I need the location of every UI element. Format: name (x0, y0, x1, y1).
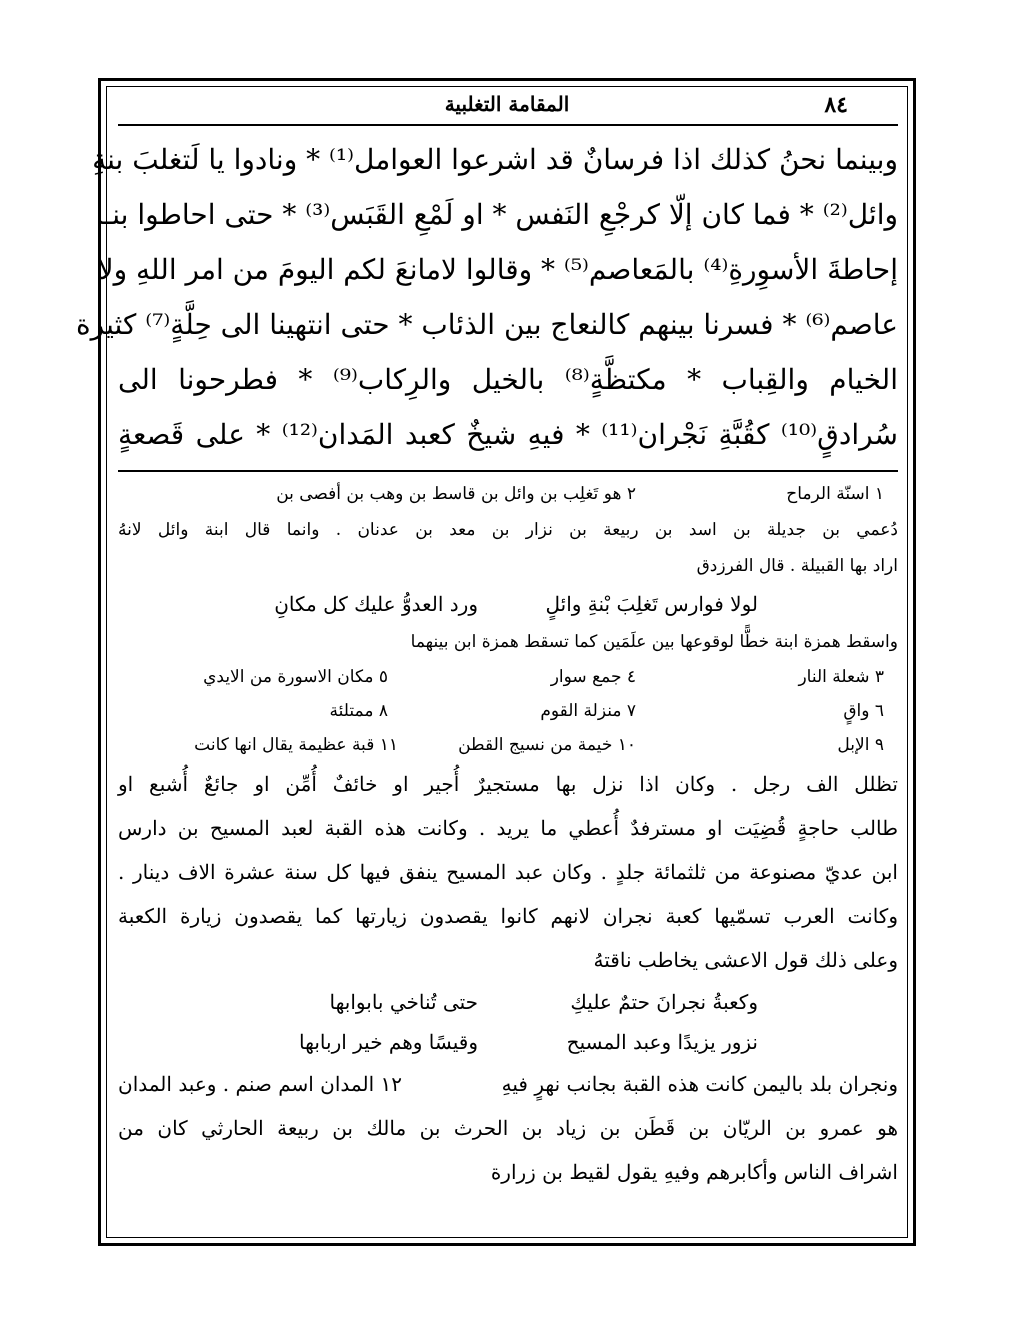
footnote-11-cont: تظلل الف رجل . وكان اذا نزل بها مستجيرٌ أُجير او خائفٌ أُمِّن او جائعٌ أُشبع او (118, 772, 898, 796)
footnote-6: ٦ واقٍ (843, 701, 884, 721)
verse-hemistich: حتى تُناخي بابوابها (329, 990, 478, 1014)
header-rule (118, 124, 898, 126)
verse-farazdaq (118, 584, 898, 624)
footnote-row (118, 1062, 898, 1106)
main-line: سُرادقٍ⁽¹⁰⁾ كقُبَّةِ نَجْران⁽¹¹⁾ * فيهِ شيخٌ كعبد المَدان⁽¹²⁾ * على قَصعةٍ (118, 418, 899, 451)
page-header (110, 92, 904, 122)
footnote-2-cont: واسقط همزة ابنة خطًّا لوقوعها بين علَمَين كما تسقط همزة ابن بينهما (410, 632, 898, 652)
main-line: عاصم⁽⁶⁾ * فسرنا بينهم كالنعاج بين الذئاب * حتى انتهينا الى حِلَّةٍ⁽⁷⁾ كثيرة (75, 308, 898, 341)
footnote-9: ٩ الإبل (837, 735, 884, 755)
footnote-2-cont: دُعمي بن جديلة بن اسد بن ربيعة بن نزار بن معد بن عدنان . وانما قال ابنة وائل لانهُ (118, 520, 898, 540)
footnote-2-cont: اراد بها القبيلة . قال الفرزدق (696, 556, 898, 576)
footnote-11: ١١ قبة عظيمة يقال انها كانت (194, 735, 398, 755)
footnote-row (118, 728, 898, 762)
footnote-12: ١٢ المدان اسم صنم . وعبد المدان (118, 1072, 402, 1096)
footnote-7: ٧ منزلة القوم (540, 701, 636, 721)
footnotes (118, 476, 898, 1194)
main-line: وبينما نحنُ كذلك اذا فرسانٌ قد اشرعوا العوامل⁽¹⁾ * ونادوا يا لَتغلبَ بنةِ (92, 143, 898, 176)
verse-hemistich: وكعبةُ نجرانَ حتمٌ عليكِ (570, 990, 758, 1014)
main-line: إحاطةَ الأسوِرةِ⁽⁴⁾ بالمَعاصم⁽⁵⁾ * وقالوا لامانعَ لكم اليومَ من امر اللهِ ولا (97, 253, 898, 286)
page-title: المقامة التغلبية (444, 92, 570, 116)
footnote-12-cont: اشراف الناس وأكابرهم وفيهِ يقول لقيط بن زرارة (490, 1160, 898, 1184)
main-text (75, 132, 899, 462)
verse-aasha (118, 1022, 898, 1062)
footnote-separator (118, 470, 898, 472)
footnote-10: ١٠ خيمة من نسيج القطن (458, 735, 636, 755)
footnote-1: ١ اسنّة الرماح (786, 484, 884, 504)
main-line: الخيام والقِباب * مكتظَّةٍ⁽⁸⁾ بالخيل والرِكاب⁽⁹⁾ * فطرحونا الى (118, 363, 898, 396)
footnote-5: ٥ مكان الاسورة من الايدي (203, 667, 388, 687)
main-line: وائل⁽²⁾ * فما كان إلّا كرجْعِ النَفس * او لَمْعِ القَبَس⁽³⁾ * حتى احاطوا بنـا (95, 198, 898, 231)
footnote-row (118, 660, 898, 694)
footnote-11-cont: طالب حاجةٍ قُضِيَت او مسترفدٌ أُعطي ما يريد . وكانت هذه القبة لعبد المسيح بن دارس (118, 816, 898, 840)
footnote-4: ٤ جمع سوار (550, 667, 636, 687)
footnote-row (118, 694, 898, 728)
page-number: ٨٤ (824, 92, 848, 118)
footnote-12-cont: هو عمرو بن الريّان بن قَطَن بن زياد بن الحرث بن مالك بن ربيعة الحارثي كان من (118, 1116, 898, 1140)
footnote-11-cont: ونجران بلد باليمن كانت هذه القبة بجانب نهرٍ فيهِ (501, 1072, 898, 1096)
verse-hemistich: ورد العدوُّ عليك كل مكانِ (274, 592, 478, 616)
footnote-11-cont: وكانت العرب تسمّيها كعبة نجران لانهم كانوا يقصدون زيارتها كما يقصدون زيارة الكعبة (118, 904, 898, 928)
verse-hemistich: لولا فوارس تَغلِبَ بْنةِ وائلٍ (545, 592, 758, 616)
footnote-3: ٣ شعلة النار (798, 667, 884, 687)
footnote-8: ٨ ممتلئة (329, 701, 388, 721)
footnote-row (118, 476, 898, 512)
verse-hemistich: نزور يزيدًا وعبد المسيح (566, 1030, 758, 1054)
footnote-11-cont: ابن عديّ مصنوعة من ثلثمائة جلدٍ . وكان عبد المسيح ينفق فيها كل سنة عشرة الاف دينار . (118, 860, 898, 884)
footnote-2: ٢ هو تَغلِب بن وائل بن قاسط بن وهب بن أفصى بن (276, 484, 636, 504)
footnote-11-cont: وعلى ذلك قول الاعشى يخاطب ناقتهُ (593, 948, 898, 972)
verse-aasha (118, 982, 898, 1022)
verse-hemistich: وقيسًا وهم خير اربابها (299, 1030, 478, 1054)
